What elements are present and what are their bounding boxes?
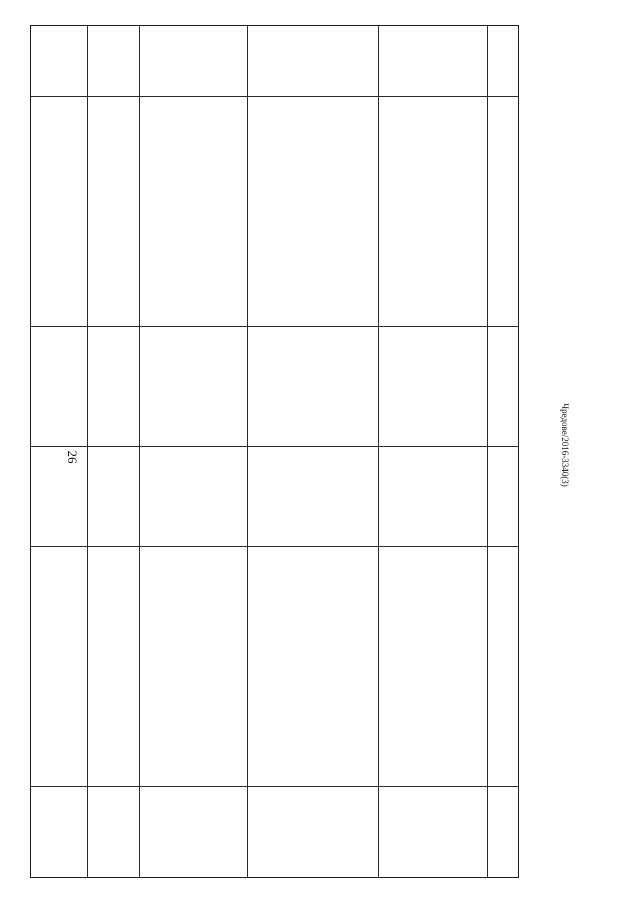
table-column-divider bbox=[487, 26, 488, 877]
table-row-divider bbox=[31, 786, 518, 787]
table-column-divider bbox=[139, 26, 140, 877]
rotated-table bbox=[30, 25, 519, 878]
table-column-divider bbox=[378, 26, 379, 877]
document-code: Чредове/2016-3340(3) bbox=[560, 403, 570, 487]
table-row-divider bbox=[31, 546, 518, 547]
page-number: 26 bbox=[65, 450, 80, 464]
table-row-divider bbox=[31, 96, 518, 97]
table-column-divider bbox=[87, 26, 88, 877]
table-column-divider bbox=[247, 26, 248, 877]
table-row-divider bbox=[31, 326, 518, 327]
table-row-divider bbox=[31, 446, 518, 447]
